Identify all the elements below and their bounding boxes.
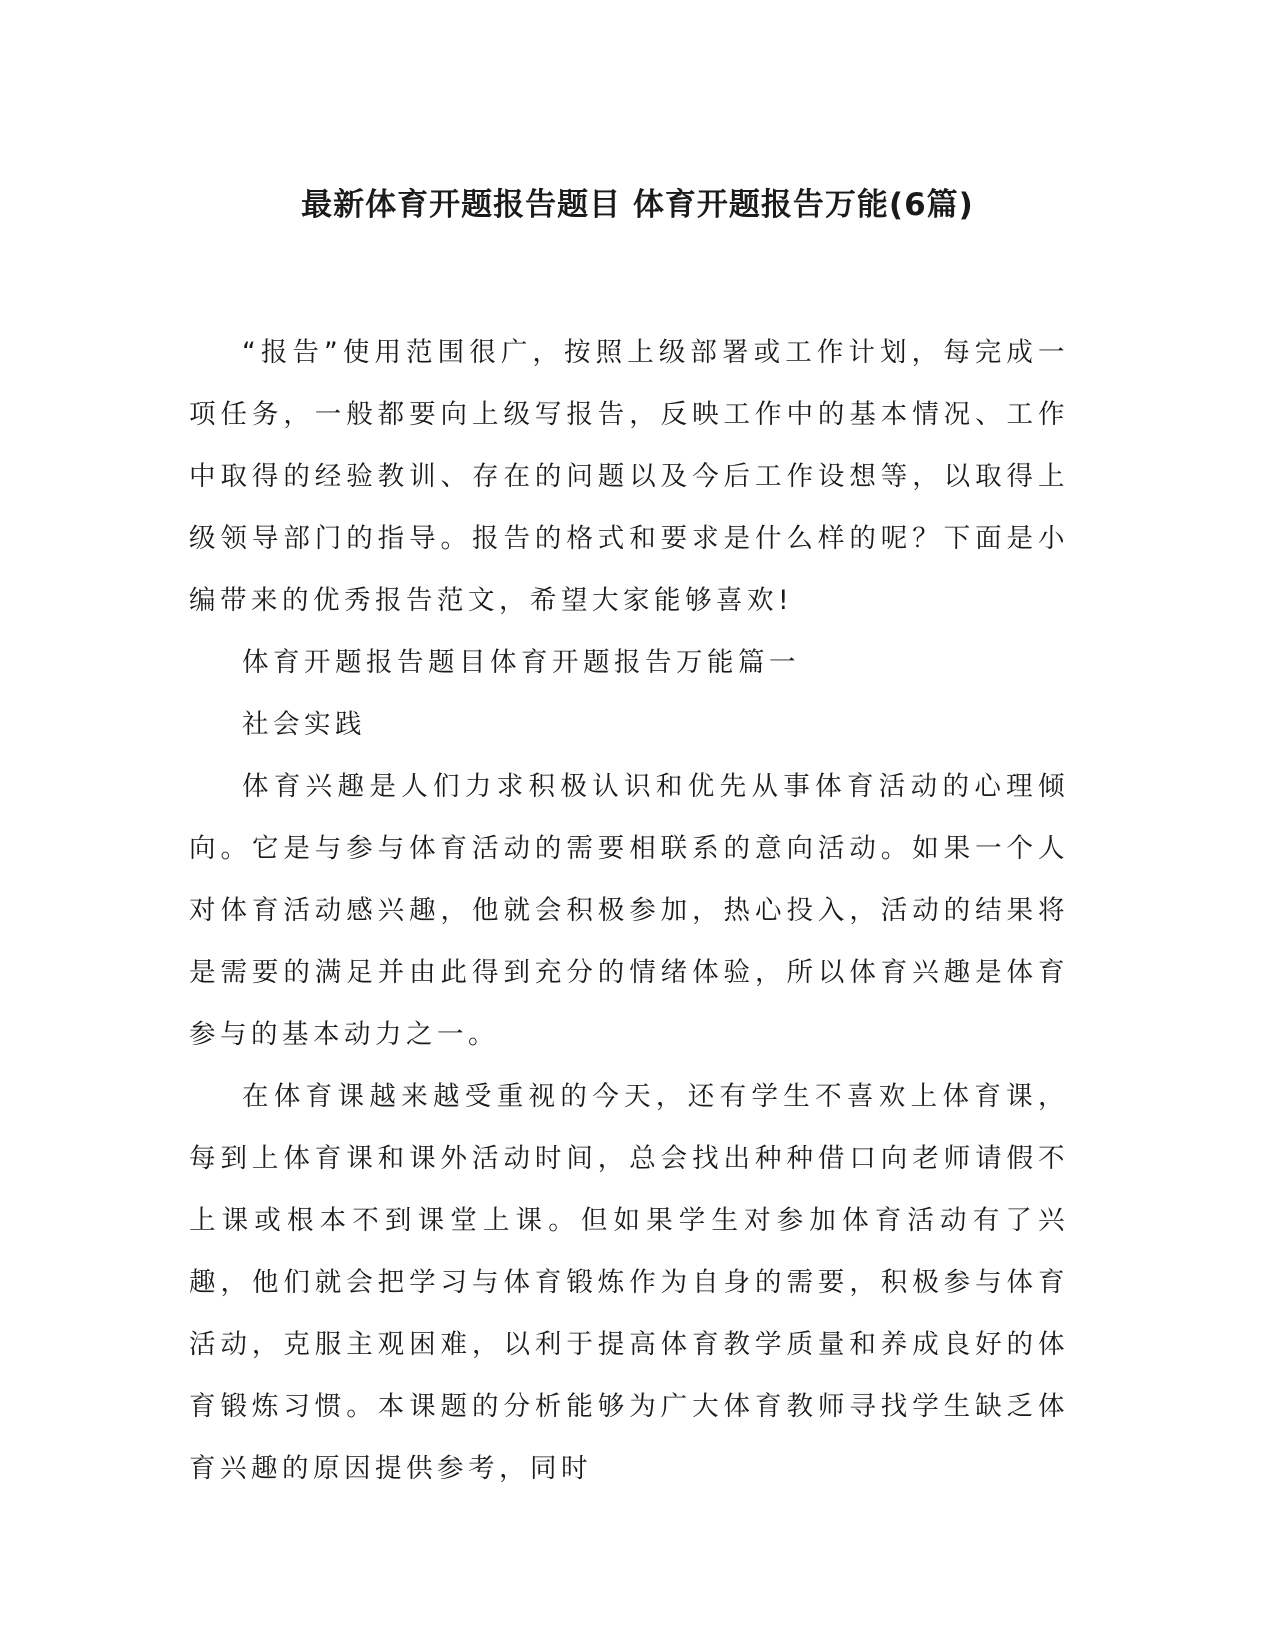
- section-subheading: 社会实践: [242, 709, 366, 740]
- body-paragraph: 体育兴趣是人们力求积极认识和优先从事体育活动的心理倾向。它是与参与体育活动的需要相联系的意向活动。如果一个人对体育活动感兴趣，他就会积极参加，热心投入，活动的结果将是需要的满足并由此得到充分的情绪体验，所以体育兴趣是体育参与的基本动力之一。: [189, 771, 1069, 1050]
- body-paragraph: 在体育课越来越受重视的今天，还有学生不喜欢上体育课，每到上体育课和课外活动时间，总会找出种种借口向老师请假不上课或根本不到课堂上课。但如果学生对参加体育活动有了兴趣，他们就会把学习与体育锻炼作为自身的需要，积极参与体育活动，克服主观困难，以利于提高体育教学质量和养成良好的体育锻炼习惯。本课题的分析能够为广大体育教师寻找学生缺乏体育兴趣的原因提供参考，同时: [189, 1081, 1069, 1484]
- intro-paragraph: “报告”使用范围很广，按照上级部署或工作计划，每完成一项任务，一般都要向上级写报告，反映工作中的基本情况、工作中取得的经验教训、存在的问题以及今后工作设想等，以取得上级领导部门的指导。报告的格式和要求是什么样的呢？下面是小编带来的优秀报告范文，希望大家能够喜欢!: [189, 337, 1069, 616]
- section-heading: 体育开题报告题目体育开题报告万能篇一: [242, 647, 800, 678]
- document-title: 最新体育开题报告题目 体育开题报告万能(6篇): [301, 187, 974, 223]
- document-body: [189, 322, 1069, 1500]
